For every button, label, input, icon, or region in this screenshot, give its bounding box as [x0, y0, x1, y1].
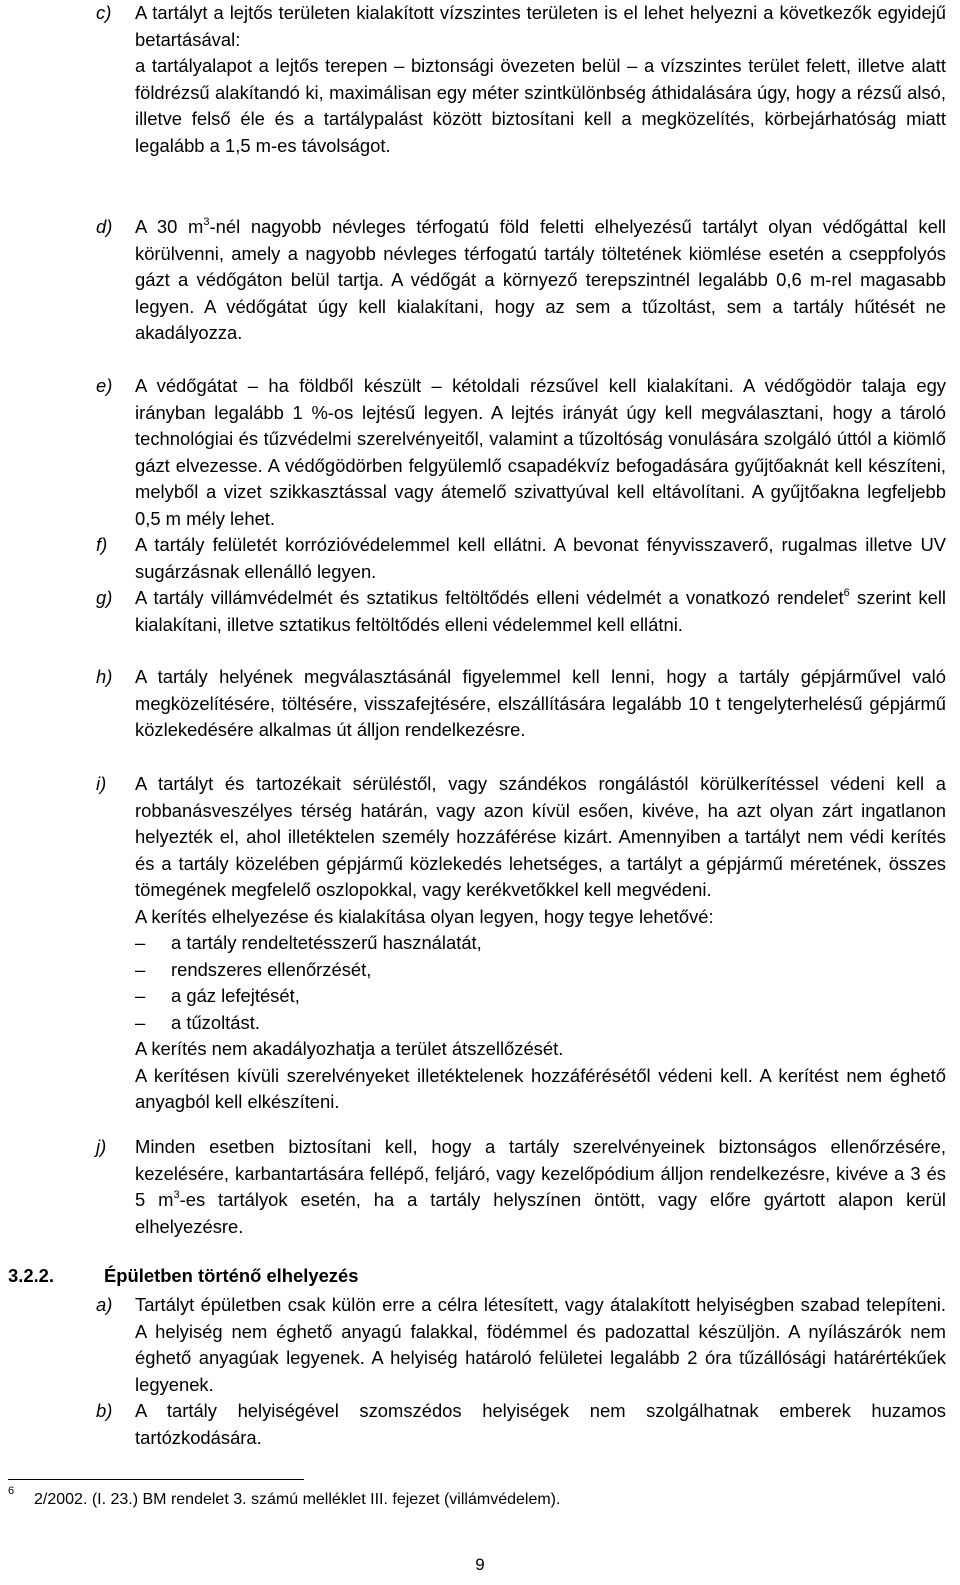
paragraph: A tartály felületét korrózióvédelemmel kell ellátni. A bevonat fényvisszaverő, rugalmas illetve UV sugárzásnak ellenálló legyen. [135, 534, 946, 582]
footnote-mark: 6 [8, 1485, 15, 1497]
item-label: i) [96, 773, 107, 794]
item-label: c) [96, 2, 112, 23]
paragraph: A tartály helyének megválasztásánál figyelemmel kell lenni, hogy a tartály gépjárművel való megközelítésére, töltésére, visszafejtésére, elszállítására legalább 10 t tengelyterhelésű gépjármű közlekedésére alkalmas út álljon rendelkezésre. [135, 666, 946, 740]
list-item: – a tűzoltást. [135, 1010, 946, 1037]
list-item-c [96, 0, 946, 159]
item-label: h) [96, 666, 113, 687]
list-item-d [96, 214, 946, 347]
paragraph: a tartályalapot a lejtős terepen – biztonsági övezeten belül – a vízszintes terület felett, illetve alatt földrézsű alakítandó ki, maximálisan egy méter szintkülönbség áthidalására úgy, hogy a rézsű alsó, illetve felső éle és a tartálypalást között biztosítani kell a megközelítés, körbejárhatóság miatt legalább a 1,5 m-es távolságot. [135, 55, 946, 156]
list-item-j [96, 1134, 946, 1240]
section-item-b [96, 1398, 946, 1451]
list-item-g [96, 585, 946, 638]
paragraph: A tartály helyiségével szomszédos helyiségek nem szolgálhatnak emberek huzamos tartózkodására. [135, 1400, 946, 1448]
paragraph: A tartályt és tartozékait sérüléstől, vagy szándékos rongálástól körülkerítéssel védeni kell a robbanásveszélyes térség határán, vagy azon kívül esően, kivéve, ha azt olyan zárt ingatlanon helyezték el, ahol illetéktelen személy hozzáférése kizárt. Amennyiben a tartályt nem védi kerítés és a tartály közelében gépjármű közlekedés lehetséges, a tartályt a gépjármű méretének, összes tömegének megfelelő oszlopokkal, vagy kerékvetőkkel kell megvédeni. [135, 773, 946, 900]
paragraph: A kerítés nem akadályozhatja a terület átszellőzését. [135, 1038, 564, 1059]
section-title: Épületben történő elhelyezés [104, 1265, 359, 1286]
paragraph: A kerítésen kívüli szerelvényeket illetéktelenek hozzáférésétől védeni kell. A kerítést nem éghető anyagból kell elkészíteni. [135, 1064, 946, 1112]
superscript: 3 [173, 1189, 180, 1201]
list-item: – a gáz lefejtését, [135, 983, 946, 1010]
paragraph: A tartályt a lejtős területen kialakított vízszintes területen is el lehet helyezni a következők egyidejű betartásával: [135, 2, 946, 50]
footnote-separator [8, 1479, 304, 1480]
list-item: – rendszeres ellenőrzését, [135, 957, 946, 984]
paragraph: A tartály villámvédelmét és sztatikus feltöltődés elleni védelmét a vonatkozó rendelet$^6$ szerint kell kialakítani, illetve sztatikus feltöltődés elleni védelemmel kell ellátni. [135, 587, 947, 635]
superscript: 3 [203, 216, 210, 228]
item-label: e) [96, 375, 113, 396]
paragraph: Minden esetben biztosítani kell, hogy a tartály szerelvényeinek biztonságos ellenőrzésére, kezelésére, karbantartására fellépő, feljáró, vagy kezelőpódium álljon rendelkezésre, kivéve a 3 és 5 $m^3-es$ tartályok esetén, ha a tartály helyszínen öntött, vagy előre gyártott alapon kerül elhelyezésre. [135, 1136, 946, 1237]
section-number: 3.2.2. [8, 1265, 55, 1286]
item-label: f) [96, 534, 108, 555]
list-item-e [96, 373, 946, 532]
item-label: d) [96, 216, 113, 237]
page-number: 9 [475, 1555, 485, 1574]
list-item-i [96, 771, 946, 1116]
list-item-f [96, 532, 946, 585]
paragraph: A kerítés elhelyezése és kialakítása olyan legyen, hogy tegye lehetővé: [135, 905, 714, 927]
list-item-h [96, 664, 946, 744]
footnote-ref: 6 [843, 587, 850, 599]
item-label: a) [96, 1294, 113, 1315]
paragraph: Tartályt épületben csak külön erre a célra létesített, vagy átalakított helyiségben szabad telepíteni. A helyiség nem éghető anyagú falakkal, födémmel és padozattal készüljön. A nyílászárók nem éghető anyagúak legyenek. A helyiség határoló felületei legalább 2 óra tűzállósági határértékűek legyenek. [135, 1294, 946, 1395]
footnote-text: 2/2002. (I. 23.) BM rendelet 3. számú melléklet III. fejezet (villámvédelem). [34, 1491, 561, 1508]
list-item: – a tartály rendeltetésszerű használatát, [135, 930, 946, 957]
section-item-a [96, 1292, 946, 1398]
paragraph: A 30 $m^3$-nél nagyobb névleges térfogatú föld feletti elhelyezésű tartályt olyan védőgáttal kell körülvenni, amely a nagyobb névleges térfogatú tartály töltetének kiömlése esetén a cseppfolyós gázt a védőgáton belül tartja. A védőgát a környező terepszintnél legalább 0,6 m-rel magasabb legyen. A védőgátat úgy kell kialakítani, hogy az sem a tűzoltást, sem a tartály hűtését ne akadályozza. [135, 216, 946, 343]
dash-list [135, 930, 946, 1036]
paragraph: A védőgátat – ha földből készült – kétoldali rézsűvel kell kialakítani. A védőgödör talaja egy irányban legalább 1 %-os lejtésű legyen. A lejtés irányát úgy kell megválasztani, hogy a tároló technológiai és tűzvédelmi szerelvényeitől, valamint a tűzoltóság vonulására szolgáló úttól a kiömlő gázt elvezesse. A védőgödörben felgyülemlő csapadékvíz befogadására gyűjtőaknát kell készíteni, melyből a vizet szikkasztással vagy átemelő szivattyúval kell eltávolítani. A gyűjtőakna legfeljebb 0,5 m mély lehet. [135, 375, 946, 529]
item-label: g) [96, 587, 113, 608]
item-label: b) [96, 1400, 113, 1421]
item-label: j) [96, 1136, 107, 1157]
